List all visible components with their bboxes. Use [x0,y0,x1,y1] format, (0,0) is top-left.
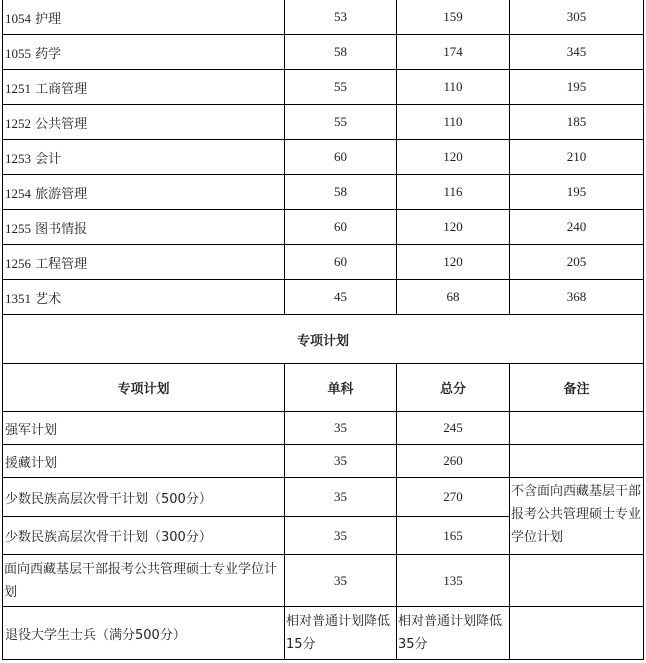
plan-name: 少数民族高层次骨干计划（300分） [3,517,285,555]
table-row [3,105,644,140]
total-score: 135 [397,555,510,607]
table-row [3,445,644,478]
major-name: 会计 [35,151,62,167]
major-name: 旅游管理 [35,186,88,202]
single-score: 53 [285,0,397,35]
major-code: 1251 [5,80,31,96]
note-cell [510,555,644,607]
total-score: 120 [397,140,510,175]
table-row [3,245,644,280]
single-score: 35 [285,555,397,607]
header-plan: 专项计划 [3,364,285,412]
third-score: 205 [510,245,644,280]
single-score: 60 [285,140,397,175]
single-score: 35 [285,478,397,517]
single-score: 35 [285,412,397,445]
total-score: 165 [397,517,510,555]
major-name: 护理 [35,11,62,27]
total-score: 245 [397,412,510,445]
total-score: 68 [397,280,510,315]
note-cell [510,412,644,445]
plan-name: 面向西藏基层干部报考公共管理硕士专业学位计划 [3,555,285,607]
major-code: 1055 [5,45,31,61]
major-code: 1255 [5,220,31,236]
single-score: 55 [285,105,397,140]
major-code: 1252 [5,115,31,131]
single-score: 60 [285,245,397,280]
major-code: 1054 [5,10,31,26]
header-note: 备注 [510,364,644,412]
major-name: 药学 [35,46,62,62]
table-row [3,140,644,175]
major-code: 1253 [5,150,31,166]
third-score: 185 [510,105,644,140]
single-score: 60 [285,210,397,245]
third-score: 240 [510,210,644,245]
total-score: 116 [397,175,510,210]
note-cell [510,445,644,478]
major-code: 1254 [5,185,31,201]
major-name: 工程管理 [35,256,88,272]
table-row [3,70,644,105]
note-minority: 不含面向西藏基层干部报考公共管理硕士专业学位计划 [510,478,644,555]
third-score: 210 [510,140,644,175]
single-score: 55 [285,70,397,105]
total-score: 110 [397,70,510,105]
third-score: 195 [510,70,644,105]
single-score: 58 [285,35,397,70]
total-score: 120 [397,210,510,245]
table-row [3,175,644,210]
table-row [3,210,644,245]
plan-name: 退役大学生士兵（满分500分） [3,607,285,660]
major-code: 1351 [5,290,31,306]
score-table [2,0,644,660]
total-score: 相对普通计划降低35分 [397,607,510,660]
single-score: 35 [285,445,397,478]
plan-name: 援藏计划 [3,445,285,478]
table-row [3,478,644,517]
major-code: 1256 [5,255,31,271]
total-score: 120 [397,245,510,280]
table-row [3,35,644,70]
header-single: 单科 [285,364,397,412]
major-name: 艺术 [35,291,62,307]
note-cell [510,607,644,660]
table-header-row [3,364,644,412]
single-score: 相对普通计划降低15分 [285,607,397,660]
table-row [3,412,644,445]
section-title: 专项计划 [3,315,644,364]
single-score: 45 [285,280,397,315]
section-title-row [3,315,644,364]
third-score: 195 [510,175,644,210]
table-row [3,280,644,315]
total-score: 270 [397,478,510,517]
third-score: 368 [510,280,644,315]
header-total: 总分 [397,364,510,412]
table-row [3,607,644,660]
third-score: 305 [510,0,644,35]
total-score: 159 [397,0,510,35]
plan-name: 少数民族高层次骨干计划（500分） [3,478,285,517]
table-row [3,555,644,607]
major-name: 工商管理 [35,81,88,97]
major-name: 图书情报 [35,221,88,237]
third-score: 345 [510,35,644,70]
total-score: 260 [397,445,510,478]
plan-name: 强军计划 [3,412,285,445]
major-name: 公共管理 [35,116,88,132]
single-score: 35 [285,517,397,555]
single-score: 58 [285,175,397,210]
total-score: 110 [397,105,510,140]
table-row [3,0,644,35]
total-score: 174 [397,35,510,70]
